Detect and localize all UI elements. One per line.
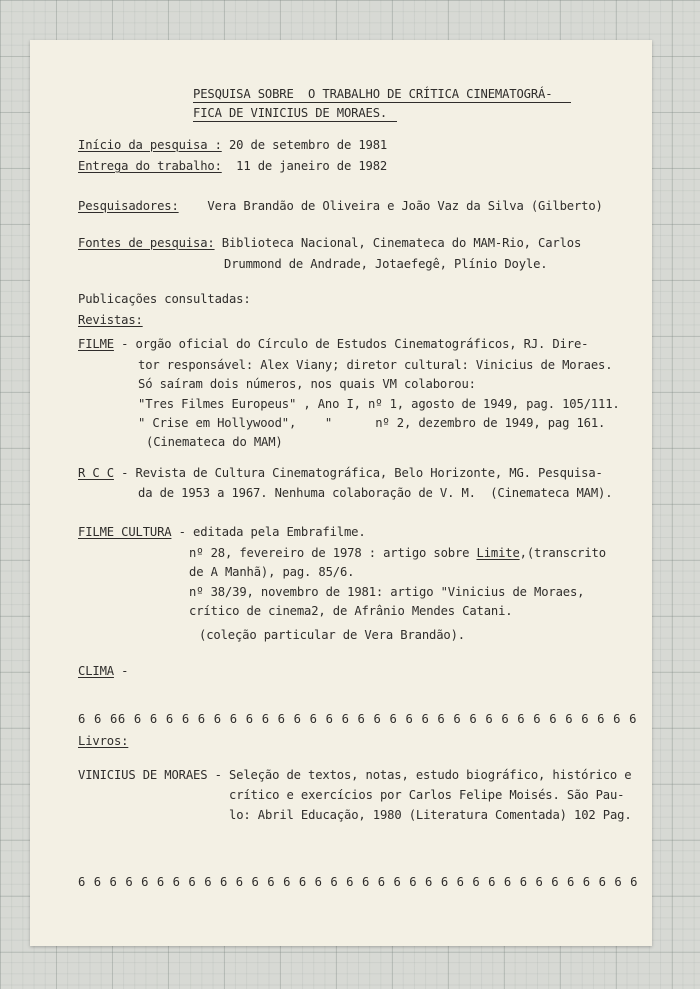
filme-cultura-label: FILME CULTURA (78, 525, 172, 539)
title-underline-2 (193, 121, 397, 122)
separator-line-2: 6 6 6 6 6 6 6 6 6 6 6 6 6 6 6 6 6 6 6 6 6 6 6 6 6 6 6 6 6 6 6 6 6 6 6 6 (78, 875, 639, 889)
livros-heading: Livros: (78, 734, 129, 748)
livro-line-3: lo: Abril Educação, 1980 (Literatura Comentada) 102 Pag. (229, 808, 632, 822)
filme-cultura-row (78, 525, 366, 539)
typewritten-sheet (30, 40, 652, 946)
separator-line-1: 6 6 66 6 6 6 6 6 6 6 6 6 6 6 6 6 6 6 6 6 6 6 6 6 6 6 6 6 6 6 6 6 6 6 6 (78, 712, 638, 726)
publicacoes-heading: Publicações consultadas: (78, 292, 251, 306)
inicio-label: Início da pesquisa : (78, 138, 222, 152)
clima-row (78, 664, 128, 678)
title-underline-1 (193, 102, 571, 103)
filme-cultura-intro: - editada pela Embrafilme. (171, 525, 366, 539)
inicio-row (78, 138, 387, 152)
filme-cultura-line-1 (189, 546, 606, 560)
entrega-label: Entrega do trabalho: (78, 159, 222, 173)
filme-cultura-line-1a: nº 28, fevereiro de 1978 : artigo sobre (189, 546, 477, 560)
livro-line-2: crítico e exercícios por Carlos Felipe Moisés. São Pau- (229, 788, 625, 802)
rcc-line-2: da de 1953 a 1967. Nenhuma colaboração de V. M. (Cinemateca MAM). (138, 486, 613, 500)
filme-line-5: " Crise em Hollywood", " nº 2, dezembro de 1949, pag 161. (138, 416, 606, 430)
rcc-line-1: - Revista de Cultura Cinematográfica, Belo Horizonte, MG. Pesquisa- (113, 466, 603, 480)
pesquisadores-label: Pesquisadores: (78, 199, 179, 213)
limite-title: Limite (476, 546, 520, 560)
pesquisadores-row (78, 199, 603, 213)
filme-line-6: (Cinemateca do MAM) (146, 435, 283, 449)
filme-cultura-line-2: de A Manhã), pag. 85/6. (189, 565, 355, 579)
filme-line-4: "Tres Filmes Europeus" , Ano I, nº 1, agosto de 1949, pag. 105/111. (138, 397, 620, 411)
rcc-row (78, 466, 603, 480)
fontes-value-1: Biblioteca Nacional, Cinemateca do MAM-Rio, Carlos (214, 236, 582, 250)
filme-cultura-line-1c: ,(transcrito (519, 546, 606, 560)
entrega-row (78, 159, 387, 173)
filme-cultura-line-5: (coleção particular de Vera Brandão). (199, 628, 465, 642)
clima-label: CLIMA (78, 664, 114, 678)
entrega-value: 11 de janeiro de 1982 (221, 159, 388, 173)
title-line-2: FICA DE VINICIUS DE MORAES. (193, 106, 388, 120)
fontes-row (78, 236, 581, 250)
fontes-value-2: Drummond de Andrade, Jotaefegê, Plínio Doyle. (224, 257, 548, 271)
livro-line-1: - Seleção de textos, notas, estudo biográfico, histórico e (207, 768, 632, 782)
filme-row (78, 337, 588, 351)
fontes-label: Fontes de pesquisa: (78, 236, 215, 250)
filme-line-2: tor responsável: Alex Viany; diretor cultural: Vinicius de Moraes. (138, 358, 613, 372)
filme-line-1: - orgão oficial do Círculo de Estudos Cinematográficos, RJ. Dire- (113, 337, 589, 351)
livro-label: VINICIUS DE MORAES (78, 768, 208, 782)
inicio-value: 20 de setembro de 1981 (221, 138, 388, 152)
revistas-heading: Revistas: (78, 313, 143, 327)
filme-line-3: Só saíram dois números, nos quais VM colaborou: (138, 377, 476, 391)
livro-row (78, 768, 631, 782)
filme-cultura-line-3: nº 38/39, novembro de 1981: artigo "Vinicius de Moraes, (189, 585, 585, 599)
title-line-1: PESQUISA SOBRE O TRABALHO DE CRÍTICA CINEMATOGRÁ- (193, 87, 553, 101)
rcc-label: R C C (78, 466, 114, 480)
filme-cultura-line-4: crítico de cinema2, de Afrânio Mendes Catani. (189, 604, 513, 618)
filme-label: FILME (78, 337, 114, 351)
pesquisadores-value: Vera Brandão de Oliveira e João Vaz da Silva (Gilberto) (178, 199, 603, 213)
clima-dash: - (113, 664, 129, 678)
